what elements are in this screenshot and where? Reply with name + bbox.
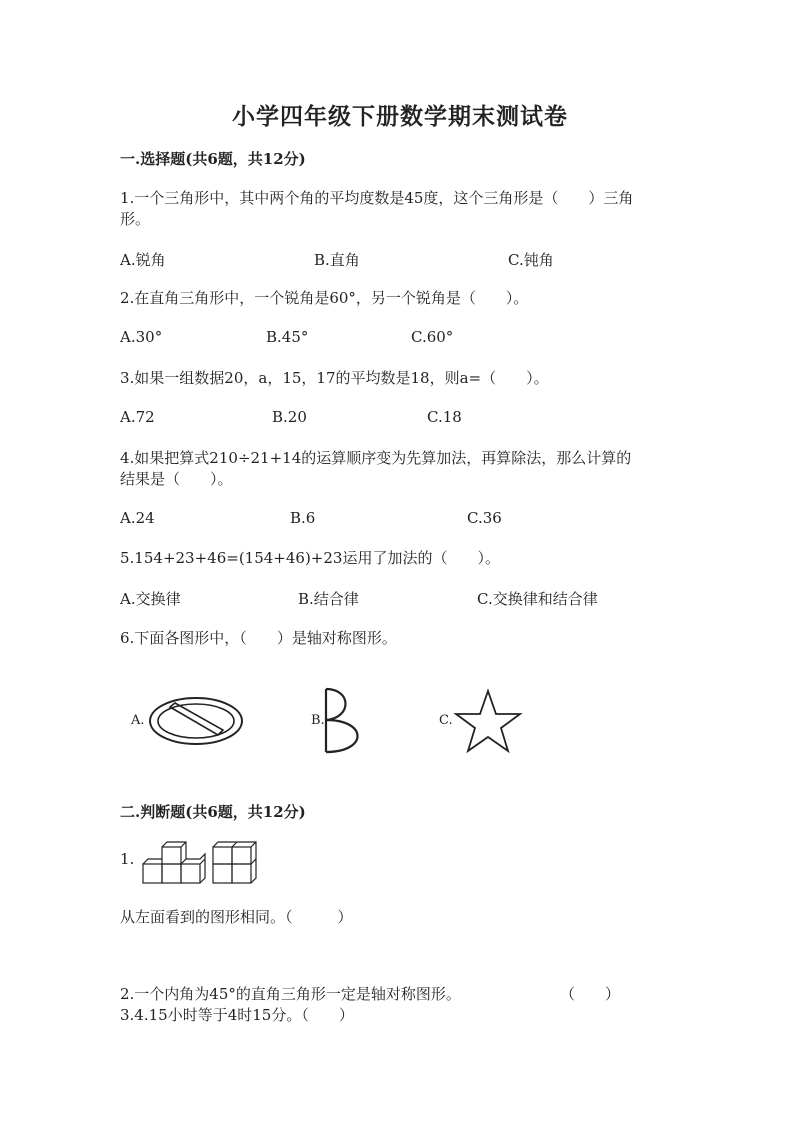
- q1-option-b: B.直角: [314, 251, 360, 269]
- section-heading-choice: 一.选择题(共6题，共12分): [120, 150, 306, 168]
- judgement-2-blank: （ ）: [560, 985, 621, 1003]
- q3-option-a: A.72: [120, 408, 155, 426]
- question-3: 3.如果一组数据20，a，15，17的平均数是18，则a=（ ）。: [120, 369, 549, 387]
- q5-option-a: A.交换律: [120, 590, 181, 608]
- judgement-3-text: 3.4.15小时等于4时15分。（ ）: [120, 1006, 354, 1024]
- q4-option-a: A.24: [120, 509, 155, 527]
- q4-option-b: B.6: [290, 509, 316, 527]
- question-2: 2.在直角三角形中，一个锐角是60°，另一个锐角是（ ）。: [120, 289, 529, 307]
- q3-option-b: B.20: [272, 408, 307, 426]
- question-4-line2: 结果是（ ）。: [120, 470, 233, 488]
- judgement-1-text: 从左面看到的图形相同。（ ）: [120, 908, 353, 926]
- letter-b-figure: [322, 686, 372, 756]
- q1-option-a: A.锐角: [120, 251, 166, 269]
- q5-option-c: C.交换律和结合律: [477, 590, 598, 608]
- q3-option-c: C.18: [427, 408, 462, 426]
- star-figure: [453, 688, 523, 754]
- q2-option-b: B.45°: [266, 328, 309, 346]
- section-heading-judgement: 二.判断题(共6题，共12分): [120, 803, 306, 821]
- figure-label-a: A.: [131, 713, 145, 728]
- page-title: 小学四年级下册数学期末测试卷: [232, 103, 568, 130]
- q2-option-a: A.30°: [120, 328, 163, 346]
- judgement-2-text: 2.一个内角为45°的直角三角形一定是轴对称图形。: [120, 985, 461, 1003]
- judgement-1-number: 1.: [120, 850, 135, 868]
- q2-option-c: C.60°: [411, 328, 454, 346]
- q4-option-c: C.36: [467, 509, 502, 527]
- q1-option-c: C.钝角: [508, 251, 554, 269]
- question-1-line1: 1.一个三角形中，其中两个角的平均度数是45度，这个三角形是（ ）三角: [120, 189, 634, 207]
- question-6: 6.下面各图形中，（ ）是轴对称图形。: [120, 629, 397, 647]
- q5-option-b: B.结合律: [298, 590, 359, 608]
- question-5: 5.154+23+46=(154+46)+23运用了加法的（ ）。: [120, 549, 500, 567]
- figure-label-b: B.: [311, 713, 325, 728]
- question-1-line2: 形。: [120, 210, 151, 228]
- figure-label-c: C.: [439, 713, 453, 728]
- no-entry-ellipse-figure: [148, 695, 244, 747]
- cube-stack-figure: [140, 840, 265, 886]
- question-4-line1: 4.如果把算式210÷21+14的运算顺序变为先算加法，再算除法，那么计算的: [120, 449, 632, 467]
